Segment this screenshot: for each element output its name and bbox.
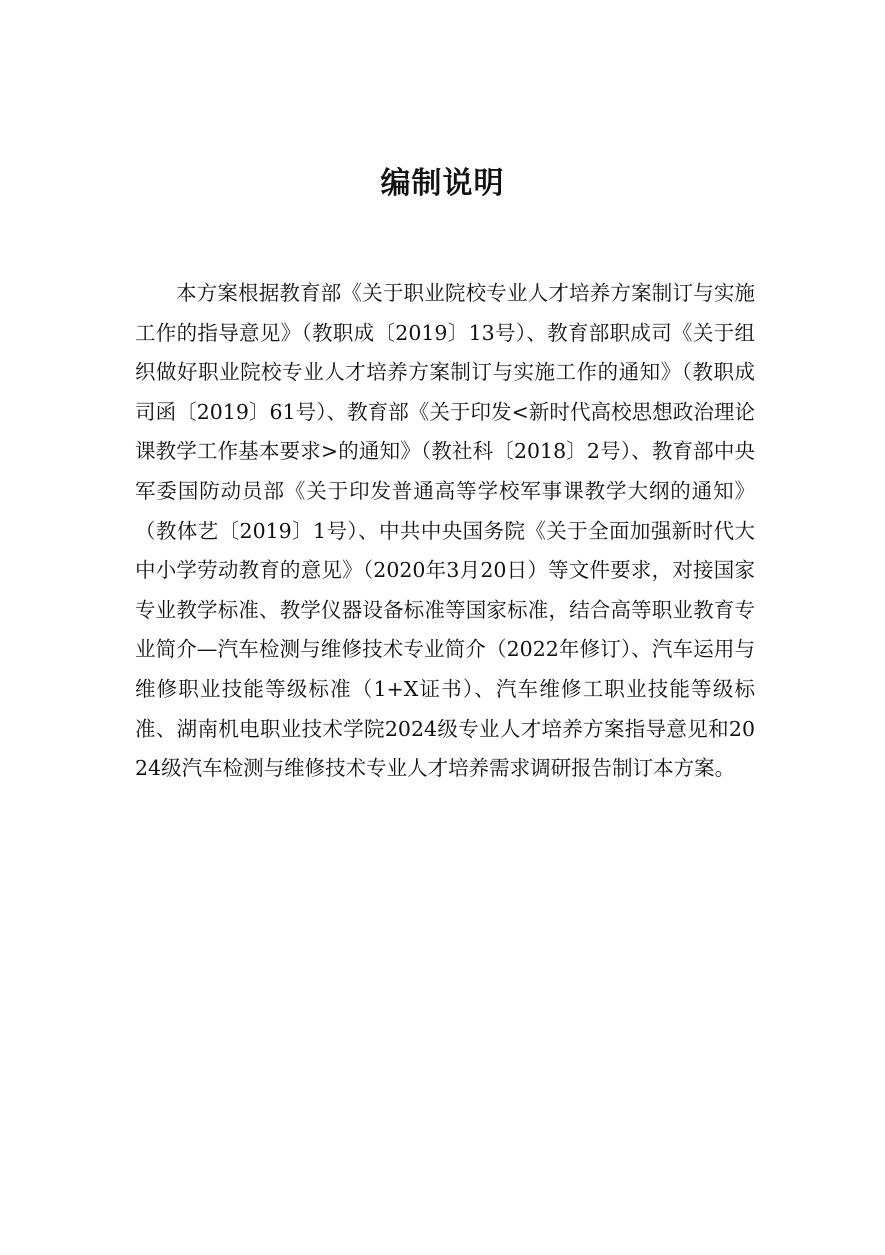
body-paragraph: 本方案根据教育部《关于职业院校专业人才培养方案制订与实施工作的指导意见》（教职成〔2019〕13号）、教育部职成司《关于组织做好职业院校专业人才培养方案制订与实施工作的通知》（教职成司函〔2019〕61号）、教育部《关于印发<新时代高校思想政治理论课教学工作基本要求>的通知》（教社科〔2018〕2号）、教育部中央军委国防动员部《关于印发普通高等学校军事课教学大纲的通知》（教体艺〔2019〕1号）、中共中央国务院《关于全面加强新时代大中小学劳动教育的意见》（2020年3月20日）等文件要求，对接国家专业教学标准、教学仪器设备标准等国家标准，结合高等职业教育专业简介—汽车检测与维修技术专业简介（2022年修订）、汽车运用与维修职业技能等级标准（1+X证书）、汽车维修工职业技能等级标准、湖南机电职业技术学院2024级专业人才培养方案指导意见和2024级汽车检测与维修技术专业人才培养需求调研报告制订本方案。 <box>135 281 755 781</box>
page-title: 编制说明 <box>380 166 505 201</box>
